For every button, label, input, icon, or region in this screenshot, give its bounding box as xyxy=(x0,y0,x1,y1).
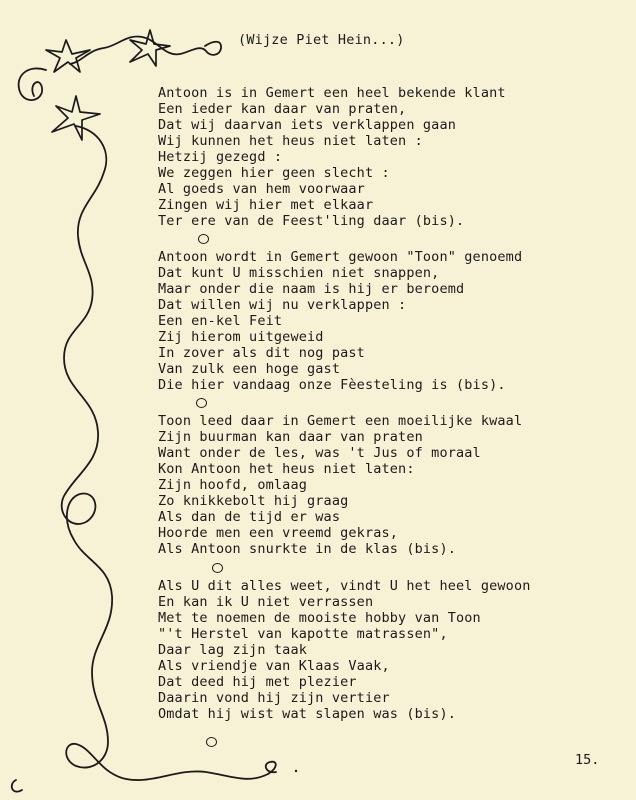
poem-line: Hoorde men een vreemd gekras, xyxy=(158,525,399,541)
poem-line: Ter ere van de Feest'ling daar (bis). xyxy=(158,213,465,229)
poem-line: Daar lag zijn taak xyxy=(158,642,307,658)
poem-line: Die hier vandaag onze Fèesteling is (bis). xyxy=(158,377,506,393)
poem-line: Zij hierom uitgeweid xyxy=(158,329,324,345)
bottom-curl xyxy=(266,762,276,774)
poem-line: Antoon wordt in Gemert gewoon "Toon" genoemd xyxy=(158,249,523,265)
poem-line: Zo knikkebolt hij graag xyxy=(158,493,349,509)
poem-line: Wij kunnen het heus niet laten : xyxy=(158,133,423,149)
poem-line: Maar onder die naam is hij er beroemd xyxy=(158,281,465,297)
poem-line: Als dan de tijd er was xyxy=(158,509,341,525)
star-icon xyxy=(130,30,170,66)
poem-line: Hetzij gezegd : xyxy=(158,149,283,165)
poem-line: Dat willen wij nu verklappen : xyxy=(158,297,407,313)
poem-line: Dat wij daarvan iets verklappen gaan xyxy=(158,117,456,133)
poem-line: Een en-kel Feit xyxy=(158,313,283,329)
poem-line: Want onder de les, was 't Jus of moraal xyxy=(158,445,481,461)
ring-separator xyxy=(198,234,209,244)
poem-line: Als vriendje van Klaas Vaak, xyxy=(158,658,390,674)
top-swirl xyxy=(70,37,221,64)
poem-line: Omdat hij wist wat slapen was (bis). xyxy=(158,706,456,722)
ring-separator xyxy=(196,398,207,408)
poem-line: Zijn buurman kan daar van praten xyxy=(158,429,423,445)
poem-line: Als U dit alles weet, vindt U het heel gewoon xyxy=(158,578,531,594)
poem-line: Zingen wij hier met elkaar xyxy=(158,197,374,213)
poem-line: Met te noemen de mooiste hobby van Toon xyxy=(158,610,481,626)
poem-line: Dat kunt U misschien niet snappen, xyxy=(158,265,440,281)
poem-line: Al goeds van hem voorwaar xyxy=(158,181,365,197)
ring-separator xyxy=(212,563,223,573)
corner-curl xyxy=(12,780,22,792)
subtitle: (Wijze Piet Hein...) xyxy=(238,32,405,48)
poem-line: En kan ik U niet verrassen xyxy=(158,594,374,610)
poem-line: Van zulk een hoge gast xyxy=(158,361,341,377)
poem-line: "'t Herstel van kapotte matrassen", xyxy=(158,626,448,642)
ring-separator xyxy=(206,737,217,747)
page-number: 15. xyxy=(575,752,600,768)
poem-line: Antoon is in Gemert een heel bekende klant xyxy=(158,85,506,101)
poem-line: Dat deed hij met plezier xyxy=(158,674,357,690)
poem-line: In zover als dit nog past xyxy=(158,345,365,361)
poem-line: Daarin vond hij zijn vertier xyxy=(158,690,390,706)
left-loop xyxy=(19,68,46,100)
star-icon xyxy=(46,40,90,72)
poem-line: Als Antoon snurkte in de klas (bis). xyxy=(158,541,456,557)
poem-line: Zijn hoofd, omlaag xyxy=(158,477,307,493)
poem-line: We zeggen hier geen slecht : xyxy=(158,165,390,181)
poem-line: Toon leed daar in Gemert een moeilijke kwaal xyxy=(158,413,523,429)
poem-line: Kon Antoon het heus niet laten: xyxy=(158,461,415,477)
poem-line: Een ieder kan daar van praten, xyxy=(158,101,407,117)
